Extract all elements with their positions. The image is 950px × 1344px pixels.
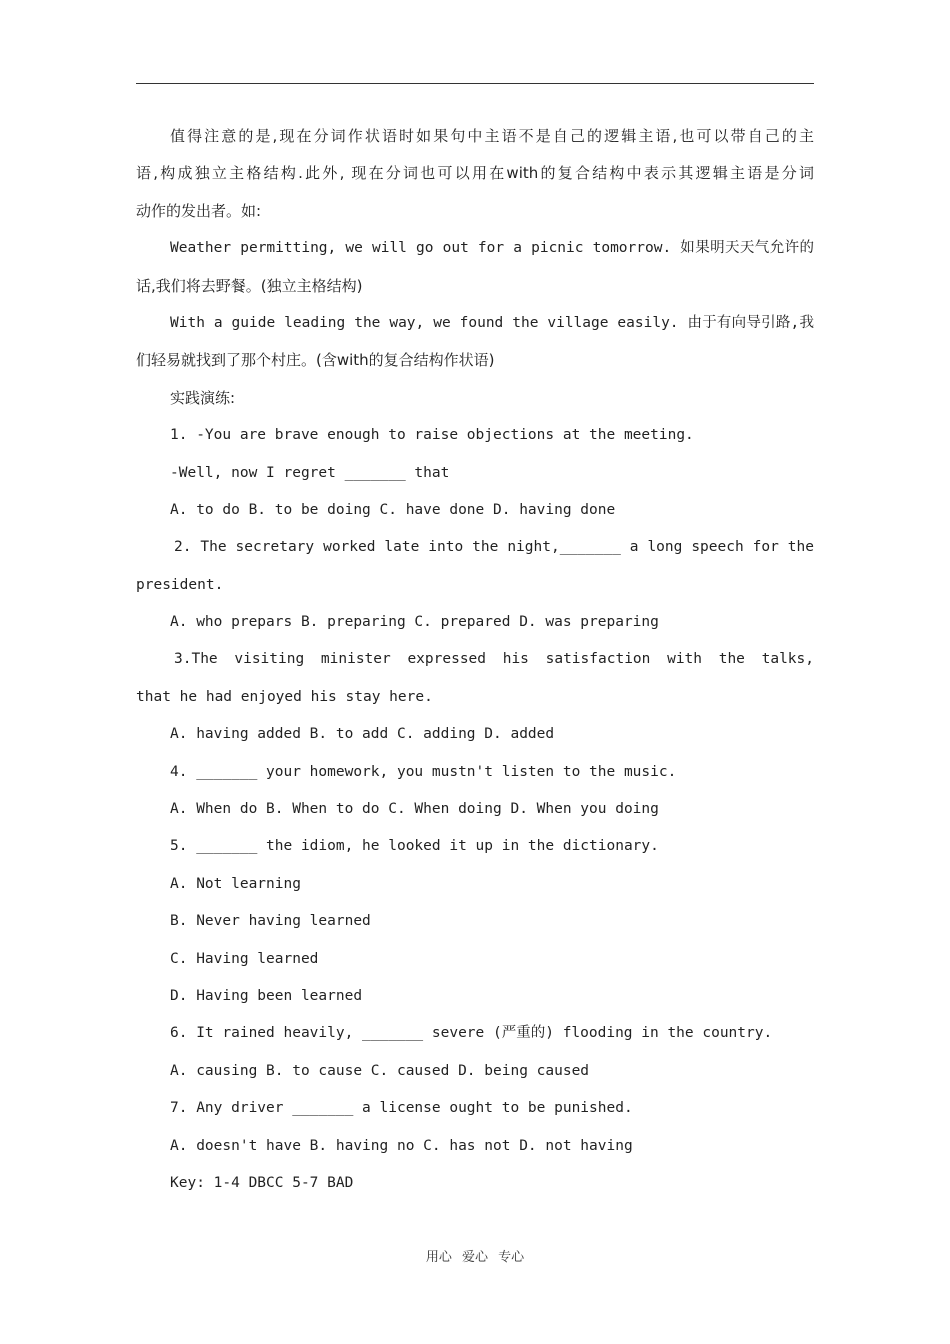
question-5-option-a: A. Not learning: [170, 875, 301, 892]
question-4-prompt: 4. _______ your homework, you mustn't listen to the music.: [170, 763, 677, 780]
example-line: With a guide leading the way, we found the village easily. 由于有向导引路,我: [170, 314, 814, 331]
paragraph-line: 动作的发出者。如:: [136, 201, 262, 220]
example-line: 话,我们将去野餐。(独立主格结构): [136, 276, 363, 295]
question-2-options: A. who prepars B. preparing C. prepared D. was preparing: [170, 614, 659, 631]
question-6-options: A. causing B. to cause C. caused D. being caused: [170, 1062, 590, 1079]
question-5-option-b: B. Never having learned: [170, 913, 371, 930]
paragraph-line: 语,构成独立主格结构.此外, 现在分词也可以用在with的复合结构中表示其逻辑主语是分词: [136, 164, 814, 183]
answer-key: Key: 1-4 DBCC 5-7 BAD: [170, 1174, 354, 1191]
question-4-options: A. When do B. When to do C. When doing D. When you doing: [170, 801, 659, 818]
question-1-reply: -Well, now I regret _______ that: [170, 464, 450, 481]
question-3-prompt: 3.The visiting minister expressed his satisfaction with the talks,: [174, 651, 814, 668]
question-5-prompt: 5. _______ the idiom, he looked it up in the dictionary.: [170, 838, 659, 855]
question-5-option-d: D. Having been learned: [170, 987, 363, 1004]
question-5-option-c: C. Having learned: [170, 950, 319, 967]
question-1-options: A. to do B. to be doing C. have done D. having done: [170, 501, 616, 518]
question-7-prompt: 7. Any driver _______ a license ought to be punished.: [170, 1100, 633, 1117]
question-3-options: A. having added B. to add C. adding D. added: [170, 726, 555, 743]
document-body: [136, 118, 814, 1202]
header-rule: [136, 83, 814, 84]
practice-title: 实践演练:: [170, 388, 236, 407]
question-3-prompt-cont: that he had enjoyed his stay here.: [136, 688, 433, 705]
question-2-prompt-cont: president.: [136, 576, 224, 593]
paragraph-line: 值得注意的是,现在分词作状语时如果句中主语不是自己的逻辑主语,也可以带自己的主: [170, 127, 814, 145]
question-6-prompt: 6. It rained heavily, _______ severe (严重的) flooding in the country.: [170, 1025, 773, 1042]
example-line: 们轻易就找到了那个村庄。(含with的复合结构作状语): [136, 351, 495, 370]
question-2-prompt: 2. The secretary worked late into the night,_______ a long speech for the: [174, 539, 814, 556]
example-line: Weather permitting, we will go out for a picnic tomorrow. 如果明天天气允许的: [170, 240, 814, 257]
page-footer: 用心 爱心 专心: [425, 1250, 525, 1265]
question-1-prompt: 1. -You are brave enough to raise objections at the meeting.: [170, 427, 694, 444]
question-7-options: A. doesn't have B. having no C. has not D. not having: [170, 1137, 633, 1154]
